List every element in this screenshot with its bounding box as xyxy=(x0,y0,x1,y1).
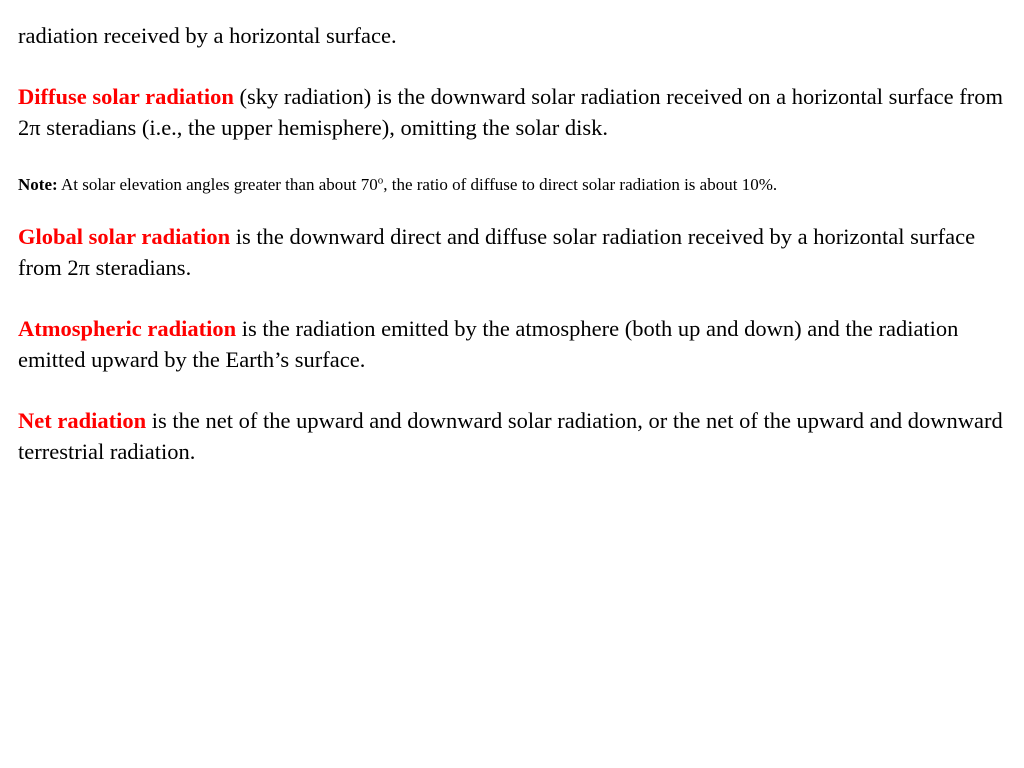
intro-text: radiation received by a horizontal surface. xyxy=(18,23,397,48)
diffuse-radiation-paragraph xyxy=(18,81,1008,143)
diffuse-radiation-definition: (sky radiation) is the downward solar radiation received on a horizontal surface from 2π steradians (i.e., the upper hemisphere), omitting the solar disk. xyxy=(18,84,1003,140)
diffuse-radiation-term: Diffuse solar radiation xyxy=(18,84,234,109)
atmospheric-radiation-definition: is the radiation emitted by the atmosphere (both up and down) and the radiation emitted upward by the Earth’s surface. xyxy=(18,316,959,372)
note-label: Note: xyxy=(18,175,58,194)
global-radiation-paragraph xyxy=(18,221,1008,283)
atmospheric-radiation-paragraph xyxy=(18,313,1008,375)
note-paragraph xyxy=(18,174,777,196)
note-text-before: At solar elevation angles greater than about 70 xyxy=(57,175,378,194)
global-radiation-term: Global solar radiation xyxy=(18,224,231,249)
net-radiation-definition: is the net of the upward and downward solar radiation, or the net of the upward and downward terrestrial radiation. xyxy=(18,408,1003,464)
global-radiation-definition: is the downward direct and diffuse solar radiation received by a horizontal surface from 2π steradians. xyxy=(18,224,976,280)
degree-superscript: o xyxy=(377,174,384,187)
atmospheric-radiation-term: Atmospheric radiation xyxy=(18,316,237,341)
net-radiation-paragraph xyxy=(18,405,1008,467)
net-radiation-term: Net radiation xyxy=(18,408,147,433)
note-text-after: , the ratio of diffuse to direct solar radiation is about 10%. xyxy=(383,175,778,194)
intro-paragraph xyxy=(18,20,397,51)
